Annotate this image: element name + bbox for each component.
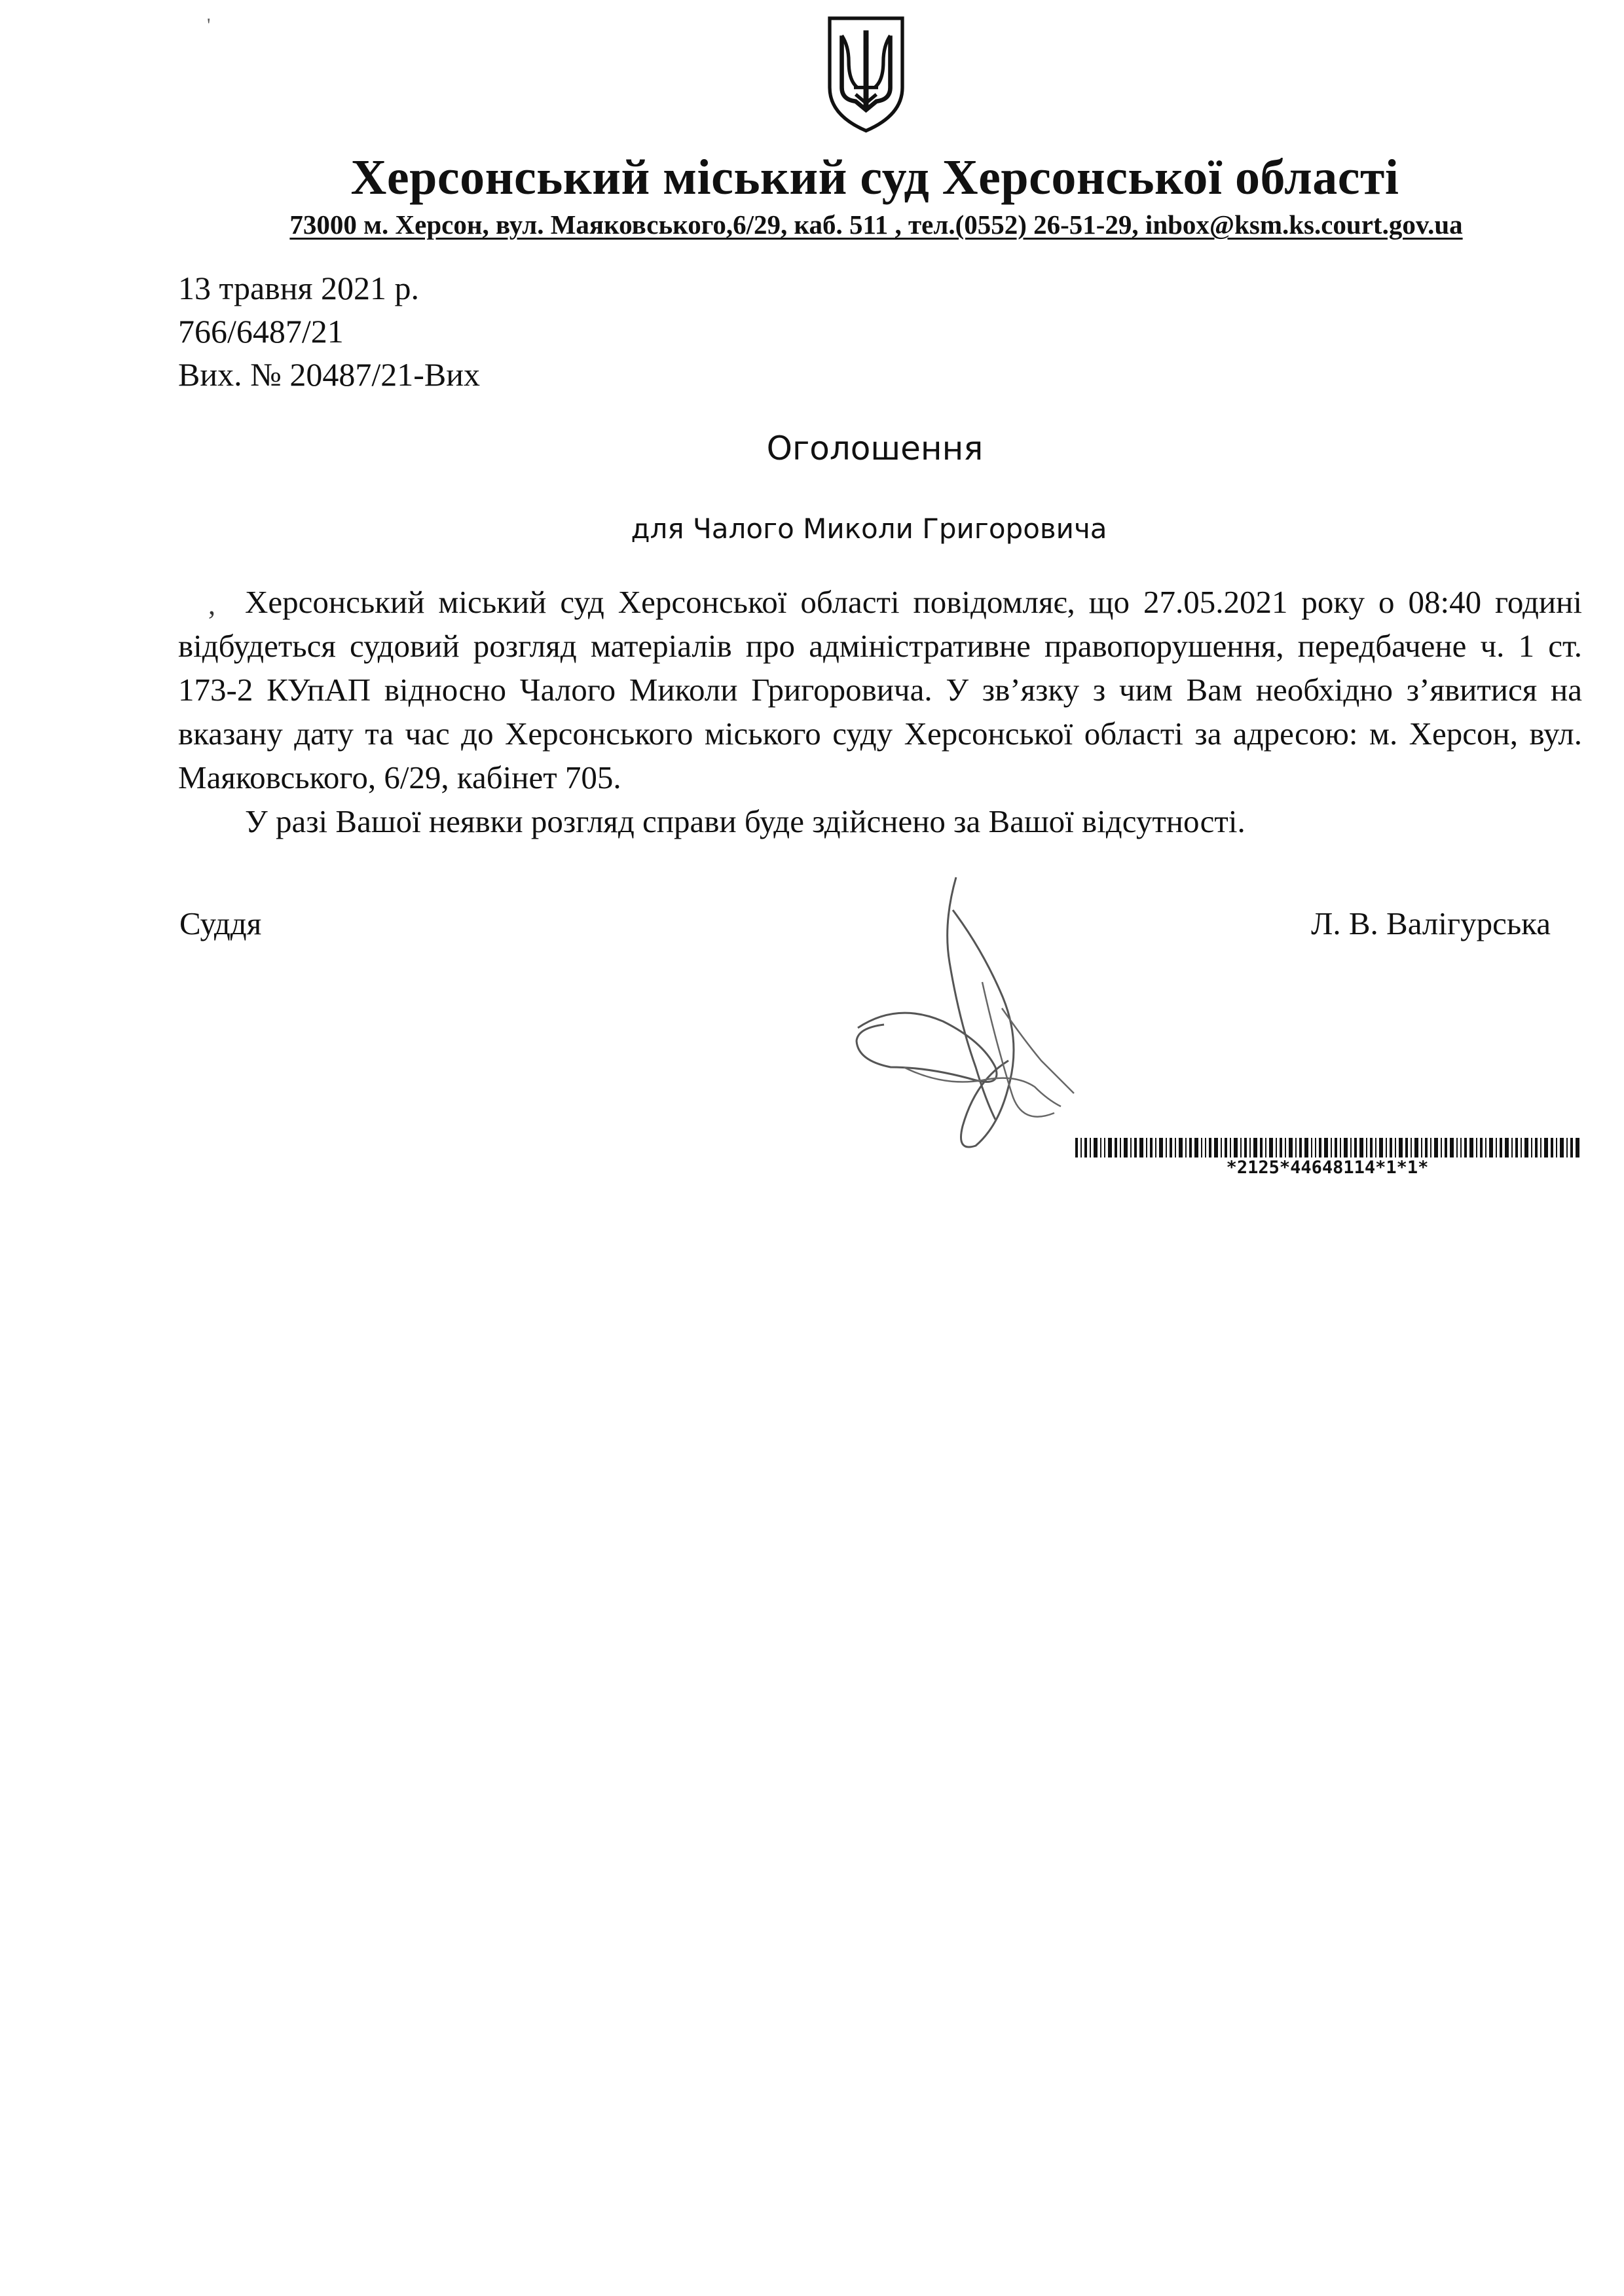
judge-name: Л. В. Валігурська (1311, 905, 1551, 941)
document-title: Оголошення (766, 429, 984, 467)
barcode (1075, 1138, 1579, 1157)
scan-mark: ' (207, 14, 211, 36)
outgoing-number: Вих. № 20487/21-Вих (178, 356, 480, 393)
body-paragraph: У разі Вашої неявки розгляд справи буде здійснено за Вашої відсутності. (245, 803, 1246, 839)
addressee: для Чалого Миколи Григоровича (631, 513, 1107, 545)
document-body (178, 580, 1582, 843)
case-number: 766/6487/21 (178, 313, 344, 350)
court-name: Херсонський міський суд Херсонської області (350, 150, 1399, 205)
judge-role-label: Суддя (179, 905, 262, 941)
trident-coat-of-arms-icon (822, 13, 910, 134)
document-meta (178, 266, 480, 396)
tick-mark: , (208, 589, 215, 621)
document-date: 13 травня 2021 р. (178, 270, 420, 306)
body-paragraph: Херсонський міський суд Херсонської області повідомляє, що 27.05.2021 року о 08:40 годині відбудеться судовий розгляд матеріалів про адміністративне правопорушення, передбачене ч. 1 ст. 173-2 КУпАП відносно Чалого Миколи Григоровича. У зв’язку з чим Вам необхідно з’явитися на вказану дату та час до Херсонського міського суду Херсонської області за адресою: м. Херсон, вул. Маяковського, 6/29, кабінет 705. (178, 584, 1582, 795)
court-address: 73000 м. Херсон, вул. Маяковського,6/29, каб. 511 , тел.(0552) 26-51-29, inbox@ksm.ks.court.gov.ua (289, 210, 1463, 240)
barcode-text: *2125*44648114*1*1* (1226, 1157, 1429, 1178)
handwritten-signature (845, 871, 1107, 1159)
